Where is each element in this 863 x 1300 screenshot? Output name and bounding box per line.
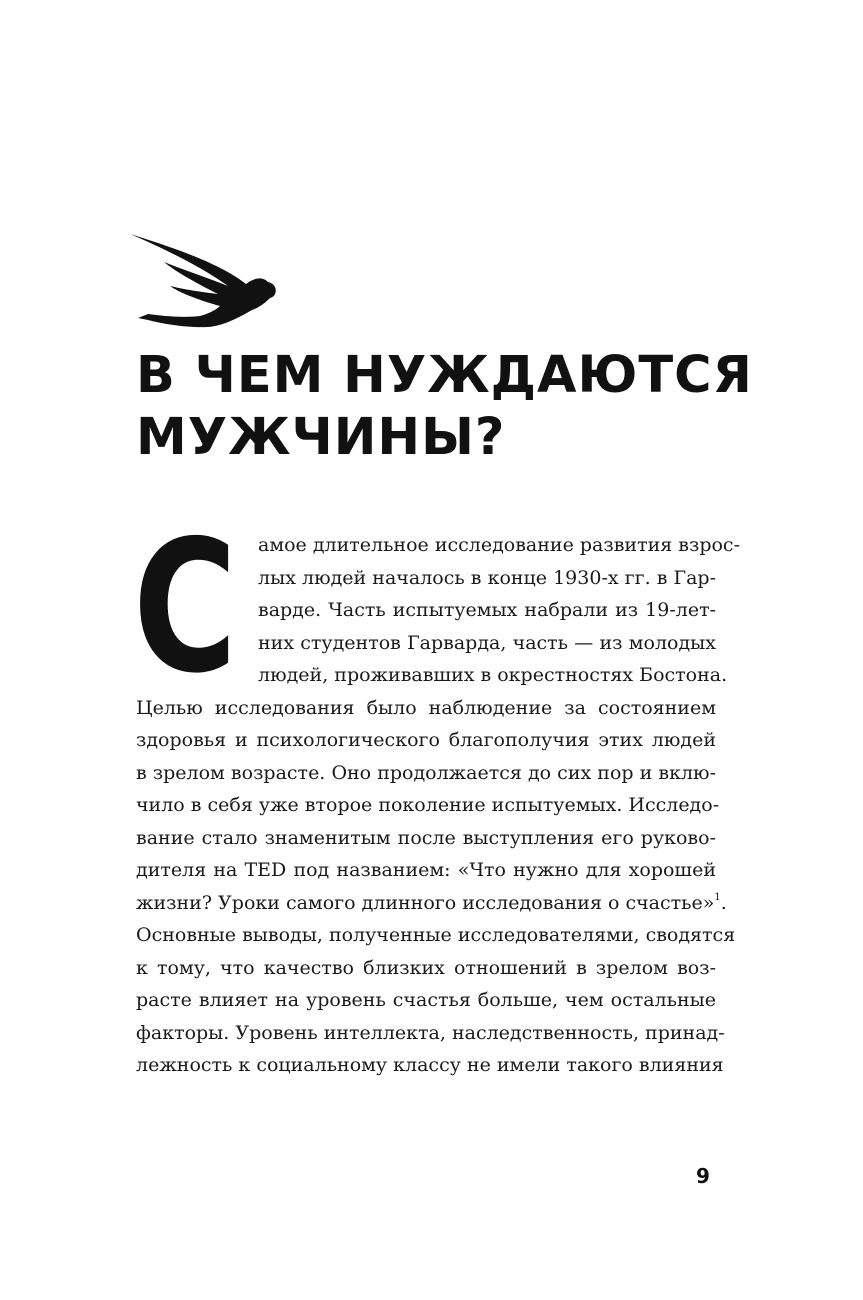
text-line: расте влияет на уровень счастья больше, чем остальные xyxy=(136,989,716,1011)
chapter-title-line: В ЧЕМ НУЖДАЮТСЯ xyxy=(136,346,753,405)
text-line: дителя на TED под названием: «Что нужно для хорошей xyxy=(136,859,716,881)
text-line: варде. Часть испытуемых набрали из 19-лет- xyxy=(258,599,716,621)
page-number: 9 xyxy=(696,1164,710,1188)
text-line: Основные выводы, полученные исследователями, сводятся xyxy=(136,924,736,946)
text-line: них студентов Гарварда, часть — из молодых xyxy=(258,632,716,654)
text-line: лых людей началось в конце 1930-х гг. в Гар- xyxy=(258,567,716,589)
drop-cap: С xyxy=(133,501,238,713)
chapter-title xyxy=(136,345,753,469)
text-line: Целью исследования было наблюдение за состоянием xyxy=(136,697,716,719)
text-line: лежность к социальному классу не имели такого влияния xyxy=(136,1054,724,1076)
text-line-with-footnote xyxy=(136,890,727,920)
winged-figure-icon xyxy=(128,232,280,332)
text-line: вание стало знаменитым после выступления его руково- xyxy=(136,827,716,849)
chapter-title-line: МУЖЧИНЫ? xyxy=(136,408,506,467)
text-line: чило в себя уже второе поколение испытуемых. Исследо- xyxy=(136,794,720,816)
footnote-trailing-punct: . xyxy=(720,892,727,914)
text-line: здоровья и психологического благополучия этих людей xyxy=(136,729,716,751)
footnote-mark[interactable]: 1 xyxy=(714,892,721,903)
text-line: факторы. Уровень интеллекта, наследственность, принад- xyxy=(136,1022,725,1044)
text-line: людей, проживавших в окрестностях Бостона. xyxy=(258,664,728,686)
text-line: амое длительное исследование развития взрос- xyxy=(258,534,740,556)
text-line: в зрелом возрасте. Оно продолжается до сих пор и вклю- xyxy=(136,762,716,784)
text-line: жизни? Уроки самого длинного исследования о счастье» xyxy=(136,892,715,914)
text-line: к тому, что качество близких отношений в зрелом воз- xyxy=(136,957,716,979)
